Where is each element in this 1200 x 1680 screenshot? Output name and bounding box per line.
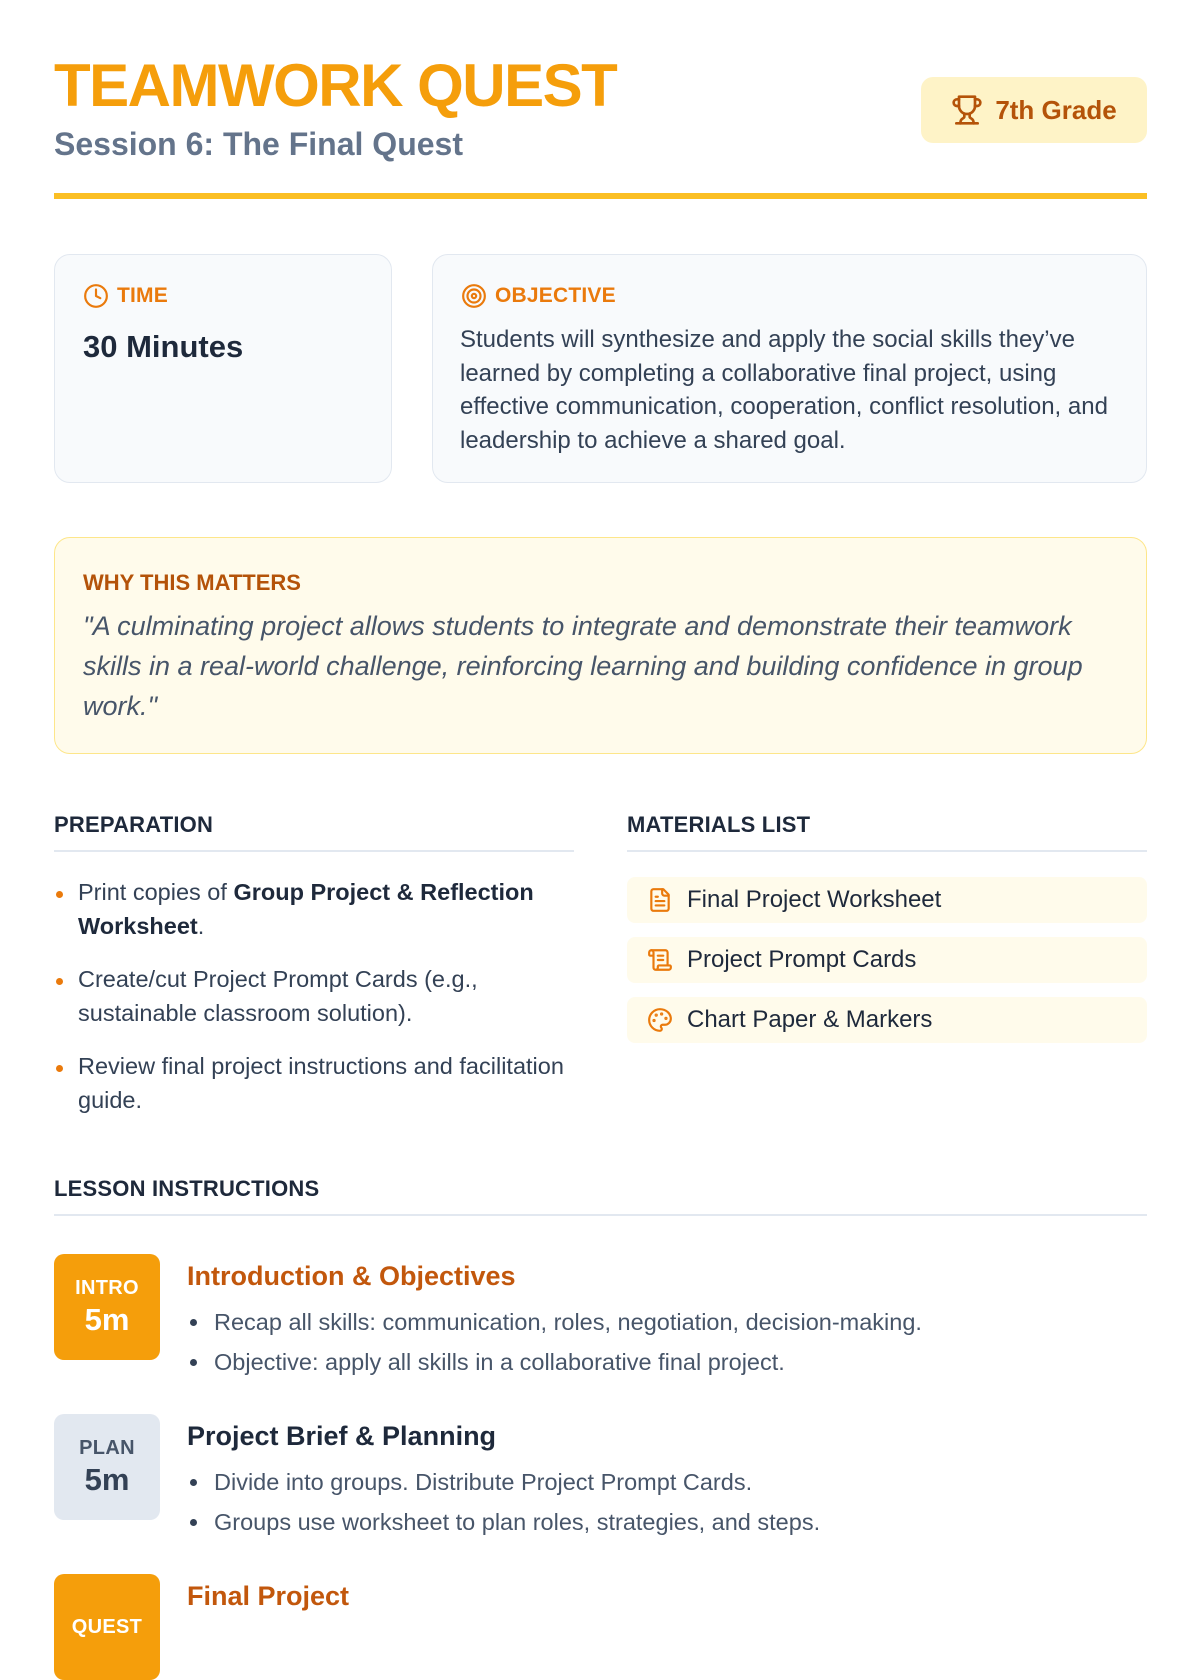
preparation-item: Print copies of Group Project & Reflection Worksheet. (54, 876, 574, 943)
step-point: Objective: apply all skills in a collaborative final project. (187, 1342, 1127, 1382)
header (54, 0, 1147, 200)
page-title: TEAMWORK QUEST (54, 52, 617, 119)
time-card (54, 254, 392, 483)
preparation-list (54, 876, 574, 1137)
step-badge (54, 1254, 160, 1360)
clock-icon (83, 283, 109, 309)
step-duration: 5m (84, 1462, 130, 1497)
material-label: Final Project Worksheet (687, 886, 942, 913)
time-label-text: TIME (117, 284, 168, 307)
preparation-item: Create/cut Project Prompt Cards (e.g., sustainable classroom solution). (54, 963, 574, 1030)
lesson-instructions-heading: LESSON INSTRUCTIONS (54, 1176, 1147, 1216)
objective-label-text: OBJECTIVE (495, 284, 616, 307)
target-icon (461, 283, 487, 309)
why-this-matters-box (54, 537, 1147, 754)
preparation-item: Review final project instructions and facilitation guide. (54, 1050, 574, 1117)
time-value: 30 Minutes (83, 329, 244, 364)
trophy-icon (951, 94, 983, 126)
step-title: Final Project (187, 1581, 350, 1611)
palette-icon (647, 1007, 673, 1033)
time-card-label (83, 283, 168, 309)
material-item (627, 997, 1147, 1043)
step-tag: INTRO (75, 1277, 139, 1299)
preparation-heading: PREPARATION (54, 812, 574, 852)
material-label: Chart Paper & Markers (687, 1006, 933, 1033)
grade-badge (921, 77, 1147, 143)
step-title: Introduction & Objectives (187, 1261, 516, 1291)
step-points (187, 1302, 1127, 1382)
why-label: WHY THIS MATTERS (83, 570, 301, 595)
step-points (187, 1462, 1127, 1542)
material-item (627, 937, 1147, 983)
why-quote: "A culminating project allows students to integrate and demonstrate their teamwork skills in a real-world challenge, reinforcing learning and building confidence in group work." (83, 611, 1083, 721)
header-divider (54, 193, 1147, 199)
material-item (627, 877, 1147, 923)
step-point: Groups use worksheet to plan roles, strategies, and steps. (187, 1502, 1127, 1542)
step-duration: 5m (84, 1302, 130, 1337)
step-title: Project Brief & Planning (187, 1421, 497, 1451)
step-tag: PLAN (79, 1437, 135, 1459)
materials-list (627, 877, 1147, 1057)
lesson-plan-page (54, 0, 1147, 1638)
material-label: Project Prompt Cards (687, 946, 917, 973)
scroll-icon (647, 947, 673, 973)
materials-heading: MATERIALS LIST (627, 812, 1147, 852)
document-icon (647, 887, 673, 913)
step-point: Recap all skills: communication, roles, negotiation, decision-making. (187, 1302, 1127, 1342)
session-subtitle: Session 6: The Final Quest (54, 126, 463, 162)
step-badge (54, 1574, 160, 1680)
objective-card (432, 254, 1147, 483)
step-point: Divide into groups. Distribute Project Prompt Cards. (187, 1462, 1127, 1502)
step-badge (54, 1414, 160, 1520)
step-tag: QUEST (71, 1616, 143, 1638)
grade-label: 7th Grade (995, 94, 1117, 125)
objective-card-label (461, 283, 616, 309)
objective-text: Students will synthesize and apply the social skills they’ve learned by completing a collaborative final project, using effective communication, cooperation, conflict resolution, and leadership to achieve a shared goal. (460, 326, 1108, 454)
